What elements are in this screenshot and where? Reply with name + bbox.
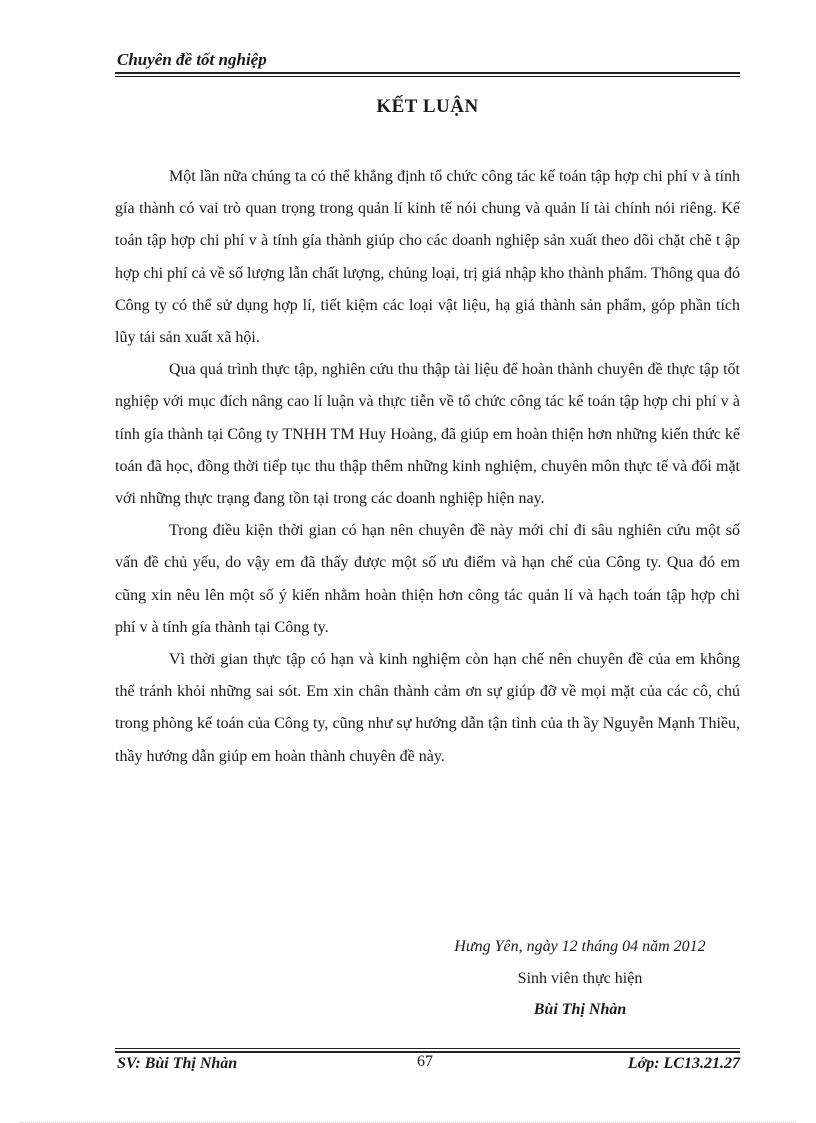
header-rule-thin [115, 76, 740, 77]
signature-date: Hưng Yên, ngày 12 tháng 04 năm 2012 [454, 938, 706, 955]
header-title: Chuyên đề tốt nghiệp [117, 50, 267, 69]
document-body [115, 161, 740, 773]
footer-class: Lớp: LC13.21.27 [627, 1055, 740, 1072]
footer-student: SV: Bùi Thị Nhàn [117, 1055, 238, 1072]
paragraph-4: Vì thời gian thực tập có hạn và kinh nghiệm còn hạn chế nên chuyên đề của em không thể tránh khỏi những sai sót. Em xin chân thành cảm ơn sự giúp đỡ về mọi mặt của các cô, chú trong phòng kế toán của Công ty, cũng như sự hướng dẫn tận tình của th ầy Nguyễn Mạnh Thiều, thầy hướng dẫn giúp em hoàn thành chuyên đề này. [115, 651, 740, 765]
footer-rule-thin [115, 1048, 740, 1049]
page-number: 67 [417, 1053, 433, 1070]
signature-name: Bùi Thị Nhàn [533, 1001, 627, 1018]
paragraph-2: Qua quá trình thực tập, nghiên cứu thu thập tài liệu để hoàn thành chuyên đề thực tập tốt nghiệp với mục đích nâng cao lí luận và thực tiễn về tổ chức công tác kế toán tập hợp chi phí v à tính gía thành tại Công ty TNHH TM Huy Hoàng, đã giúp em hoàn thiện hơn những kiến thức kế toán đã học, đồng thời tiếp tục thu thập thêm những kinh nghiệm, chuyên môn thực tế và đối mặt với những thực trạng đang tồn tại trong các doanh nghiệp hiện nay. [115, 361, 740, 508]
document-title: KẾT LUẬN [376, 96, 479, 117]
paragraph-3: Trong điều kiện thời gian có hạn nên chuyên đề này mới chỉ đi sâu nghiên cứu một số vấn đề chủ yếu, do vậy em đã thấy được một số ưu điểm và hạn chế của Công ty. Qua đó em cũng xin nêu lên một số ý kiến nhằm hoàn thiện hơn công tác quản lí và hạch toán tập hợp chi phí v à tính gía thành tại Công ty. [115, 522, 740, 636]
signature-role: Sinh viên thực hiện [517, 970, 643, 987]
paragraph-1: Một lần nữa chúng ta có thể khẳng định tổ chức công tác kế toán tập hợp chi phí v à tính gía thành có vai trò quan trọng trong quản lí kinh tế nói chung và quản lí tài chính nói riêng. Kế toán tập hợp chi phí v à tính gía thành giúp cho các doanh nghiệp sản xuất theo dõi chặt chẽ t ập hợp chi phí cả về số lượng lẫn chất lượng, chủng loại, trị giá nhập kho thành phẩm. Thông qua đó Công ty có thể sử dụng hợp lí, tiết kiệm các loại vật liệu, hạ giá thành sản phẩm, góp phần tích lũy tái sản xuất xã hội. [115, 168, 740, 347]
header-rule-thick [115, 72, 740, 74]
